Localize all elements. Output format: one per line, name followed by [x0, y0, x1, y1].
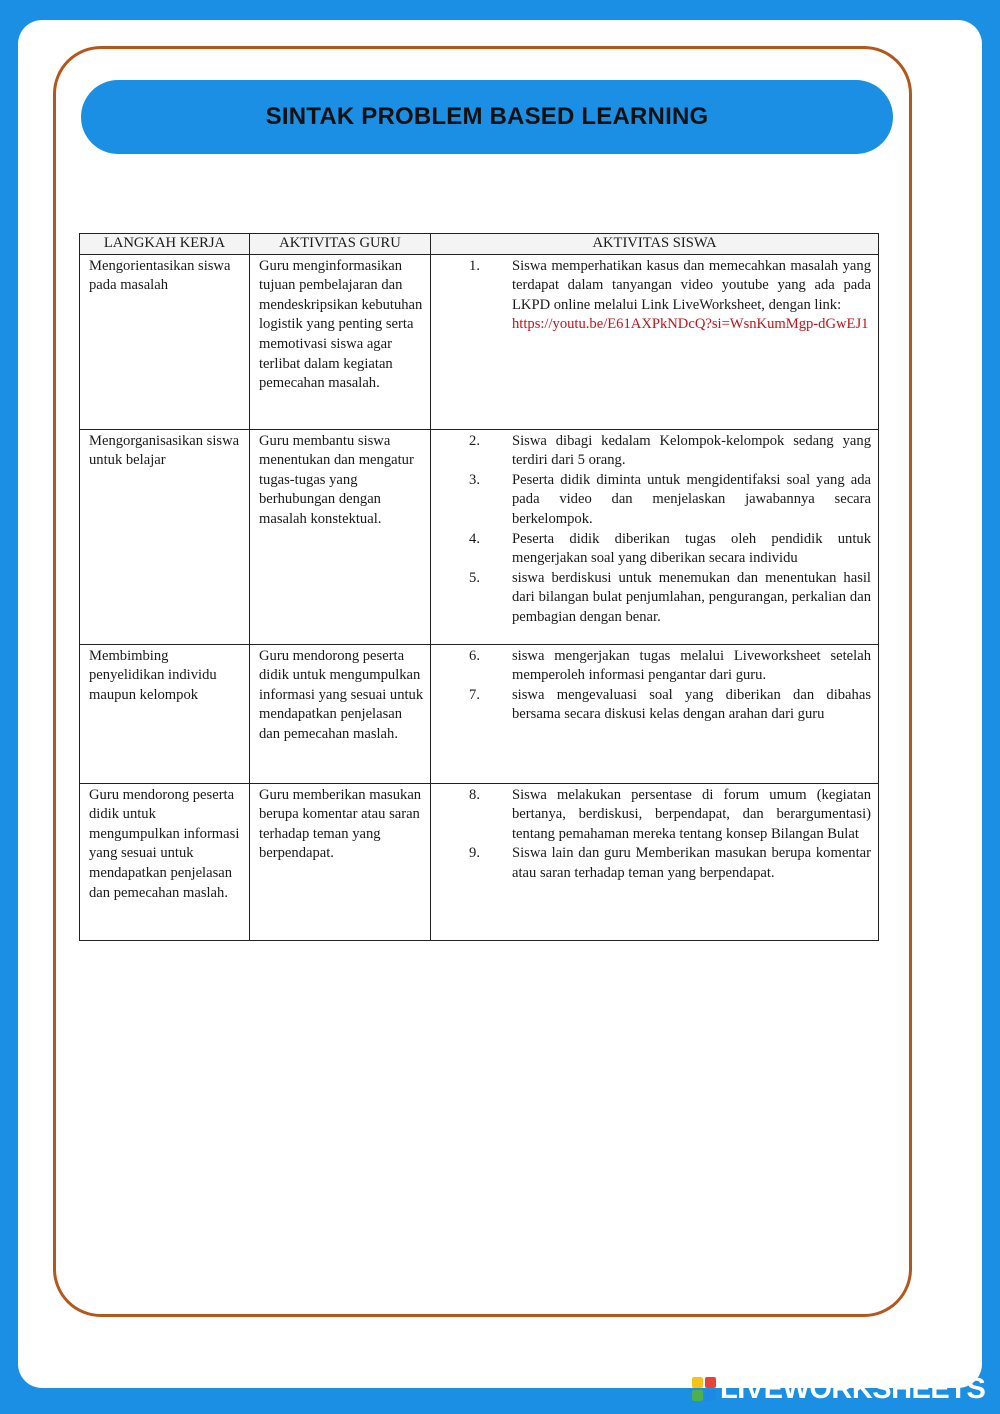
teacher-activity-cell: Guru membantu siswa menentukan dan mengatur tugas-tugas yang berhubungan dengan masalah konstektual. [250, 429, 431, 644]
title-banner [81, 80, 893, 154]
logo-square [705, 1390, 716, 1401]
teacher-activity-cell: Guru memberikan masukan berupa komentar atau saran terhadap teman yang berpendapat. [250, 783, 431, 940]
list-item [440, 686, 872, 725]
video-link[interactable]: https://youtu.be/E61AXPkNDcQ?si=WsnKumMgp-dGwEJ1 [512, 316, 869, 333]
student-activity-cell [431, 783, 879, 940]
logo-square [692, 1390, 703, 1401]
student-activity-cell [431, 254, 879, 429]
item-number: 3. [469, 471, 480, 488]
list-item [440, 786, 872, 845]
table-header-row [80, 234, 879, 255]
item-text: Peserta didik diminta untuk mengidentifaksi soal yang ada pada video dan menjelaskan jawabannya secara berkelompok. [512, 471, 871, 527]
item-text: Siswa melakukan persentase di forum umum (kegiatan bertanya, berdiskusi, berpendapat, dan berargumentasi) tentang pemahaman mereka tentang konsep Bilangan Bulat [512, 786, 871, 842]
step-cell: Mengorientasikan siswa pada masalah [80, 254, 250, 429]
list-item [440, 471, 872, 530]
list-item [440, 844, 872, 883]
table-row [80, 644, 879, 783]
item-text: siswa mengevaluasi soal yang diberikan dan dibahas bersama secara diskusi kelas dengan arahan dari guru [512, 686, 871, 723]
student-activity-cell [431, 429, 879, 644]
item-text: siswa mengerjakan tugas melalui Liveworksheet setelah memperoleh informasi pengantar dari guru. [512, 647, 871, 684]
step-cell: Membimbing penyelidikan individu maupun kelompok [80, 644, 250, 783]
header-langkah-kerja: LANGKAH KERJA [80, 234, 250, 255]
table-row [80, 783, 879, 940]
step-cell: Mengorganisasikan siswa untuk belajar [80, 429, 250, 644]
item-text: siswa berdiskusi untuk menemukan dan menentukan hasil dari bilangan bulat penjumlahan, pengurangan, perkalian dan pembagian dengan benar. [512, 569, 871, 625]
item-number: 2. [469, 432, 480, 449]
item-text: Siswa memperhatikan kasus dan memecahkan masalah yang terdapat dalam tanyangan video youtube yang ada pada LKPD online melalui Link LiveWorksheet, dengan link: [512, 257, 871, 313]
item-number: 1. [469, 257, 480, 274]
list-item [440, 530, 872, 569]
liveworksheets-logo[interactable] [692, 1374, 985, 1404]
syntax-table [79, 233, 879, 941]
list-item [440, 647, 872, 686]
item-text: Siswa dibagi kedalam Kelompok-kelompok sedang yang terdiri dari 5 orang. [512, 432, 871, 469]
item-number: 8. [469, 786, 480, 803]
item-number: 5. [469, 569, 480, 586]
item-number: 7. [469, 686, 480, 703]
brand-name: LIVEWORKSHEETS [720, 1372, 986, 1405]
list-item [440, 257, 872, 335]
logo-square [705, 1377, 716, 1388]
student-activity-cell [431, 644, 879, 783]
table-row [80, 429, 879, 644]
item-text: Peserta didik diberikan tugas oleh pendidik untuk mengerjakan soal yang diberikan secara individu [512, 530, 871, 567]
page-title: SINTAK PROBLEM BASED LEARNING [265, 103, 709, 130]
list-item [440, 432, 872, 471]
item-text: Siswa lain dan guru Memberikan masukan berupa komentar atau saran terhadap teman yang berpendapat. [512, 845, 871, 881]
teacher-activity-cell: Guru menginformasikan tujuan pembelajaran dan mendeskripsikan kebutuhan logistik yang penting serta memotivasi siswa agar terlibat dalam kegiatan pemecahan masalah. [250, 254, 431, 429]
logo-square [692, 1377, 703, 1388]
header-aktivitas-guru: AKTIVITAS GURU [250, 234, 431, 255]
list-item [440, 569, 872, 628]
teacher-activity-cell: Guru mendorong peserta didik untuk mengumpulkan informasi yang sesuai untuk mendapatkan penjelasan dan pemecahan maslah. [250, 644, 431, 783]
table-row [80, 254, 879, 429]
item-number: 9. [469, 845, 480, 862]
header-aktivitas-siswa: AKTIVITAS SISWA [431, 234, 879, 255]
item-number: 4. [469, 530, 480, 547]
item-number: 6. [469, 647, 480, 664]
liveworksheets-icon [692, 1377, 716, 1401]
step-cell: Guru mendorong peserta didik untuk mengumpulkan informasi yang sesuai untuk mendapatkan penjelasan dan pemecahan maslah. [80, 783, 250, 940]
